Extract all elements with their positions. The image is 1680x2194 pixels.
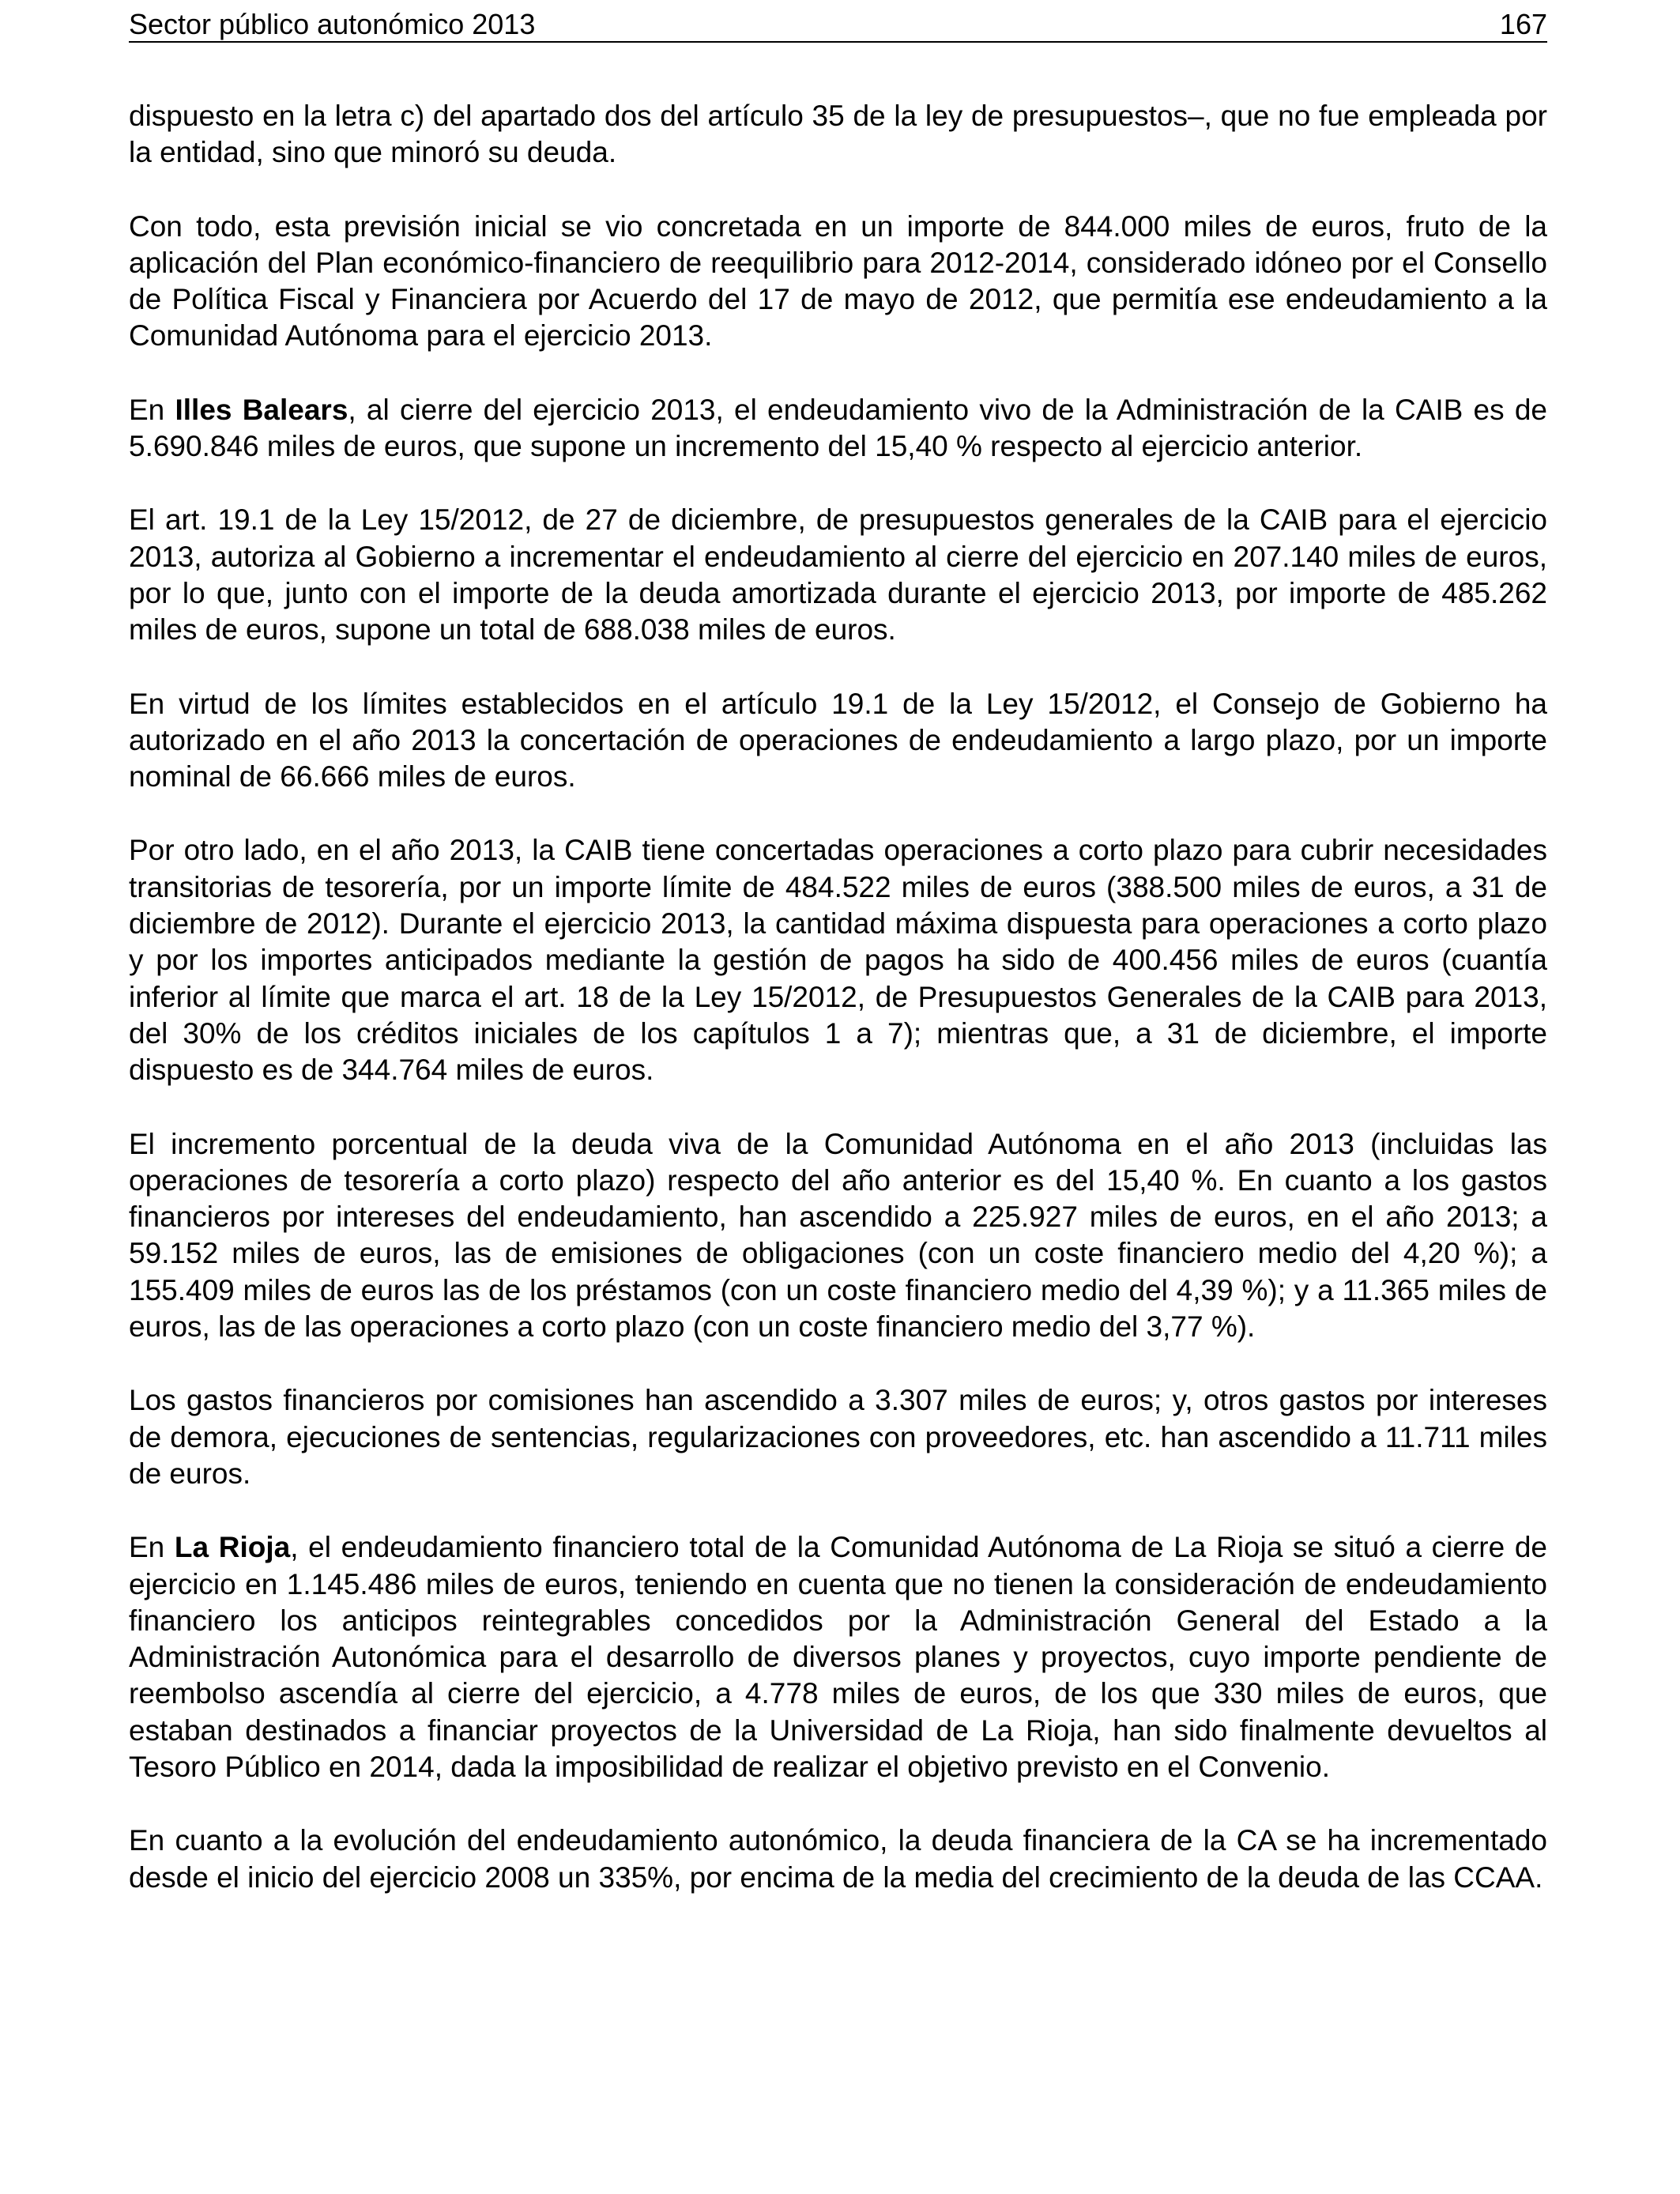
paragraph-prefix: En [129, 393, 175, 426]
region-name-bold: Illes Balears [175, 393, 348, 426]
page-header [129, 0, 1547, 43]
header-title: Sector público autonómico 2013 [129, 8, 536, 40]
document-body [129, 98, 1547, 1896]
paragraph: El art. 19.1 de la Ley 15/2012, de 27 de diciembre, de presupuestos generales de la CAIB para el ejercicio 2013, autoriza al Gobierno a incrementar el endeudamiento al cierre del ejercicio en 207.140 miles de euros, por lo que, junto con el importe de la deuda amortizada durante el ejercicio 2013, por importe de 485.262 miles de euros, supone un total de 688.038 miles de euros. [129, 503, 1547, 647]
paragraph: dispuesto en la letra c) del apartado dos del artículo 35 de la ley de presupuestos–, que no fue empleada por la entidad, sino que minoró su deuda. [129, 100, 1547, 169]
paragraph: Por otro lado, en el año 2013, la CAIB tiene concertadas operaciones a corto plazo para cubrir necesidades transitorias de tesorería, por un importe límite de 484.522 miles de euros (388.500 miles de euros, a 31 de diciembre de 2012). Durante el ejercicio 2013, la cantidad máxima dispuesta para operaciones a corto plazo y por los importes anticipados mediante la gestión de pagos ha sido de 400.456 miles de euros (cuantía inferior al límite que marca el art. 18 de la Ley 15/2012, de Presupuestos Generales de la CAIB para 2013, del 30% de los créditos iniciales de los capítulos 1 a 7); mientras que, a 31 de diciembre, el importe dispuesto es de 344.764 miles de euros. [129, 834, 1547, 1087]
paragraph-illes-balears [129, 392, 1547, 466]
document-page [129, 0, 1547, 1933]
paragraph-rest: , al cierre del ejercicio 2013, el endeudamiento vivo de la Administración de la CAIB es de 5.690.846 miles de euros, que supone un incremento del 15,40 % respecto al ejercicio anterior. [129, 393, 1548, 463]
paragraph: Con todo, esta previsión inicial se vio concretada en un importe de 844.000 miles de euros, fruto de la aplicación del Plan económico-financiero de reequilibrio para 2012-2014, considerado idóneo por el Consello de Política Fiscal y Financiera por Acuerdo del 17 de mayo de 2012, que permitía ese endeudamiento a la Comunidad Autónoma para el ejercicio 2013. [129, 209, 1547, 352]
page-number: 167 [1499, 8, 1547, 40]
paragraph-rest: , el endeudamiento financiero total de la Comunidad Autónoma de La Rioja se situó a cierre de ejercicio en 1.145.486 miles de euros, teniendo en cuenta que no tienen la consideración de endeudamiento financiero los anticipos reintegrables concedidos por la Administración General del Estado a la Administración Autonómica para el desarrollo de diversos planes y proyectos, cuyo importe pendiente de reembolso ascendía al cierre del ejercicio, a 4.778 miles de euros, de los que 330 miles de euros, que estaban destinados a financiar proyectos de la Universidad de La Rioja, han sido finalmente devueltos al Tesoro Público en 2014, dada la imposibilidad de realizar el objetivo previsto en el Convenio. [129, 1531, 1547, 1783]
region-name-bold: La Rioja [174, 1531, 291, 1564]
paragraph: El incremento porcentual de la deuda viva de la Comunidad Autónoma en el año 2013 (incluidas las operaciones de tesorería a corto plazo) respecto del año anterior es del 15,40 %. En cuanto a los gastos financieros por intereses del endeudamiento, han ascendido a 225.927 miles de euros, en el año 2013; a 59.152 miles de euros, las de emisiones de obligaciones (con un coste financiero medio del 4,20 %); a 155.409 miles de euros las de los préstamos (con un coste financiero medio del 4,39 %); y a 11.365 miles de euros, las de las operaciones a corto plazo (con un coste financiero medio del 3,77 %). [129, 1127, 1547, 1344]
paragraph: En cuanto a la evolución del endeudamiento autonómico, la deuda financiera de la CA se ha incrementado desde el inicio del ejercicio 2008 un 335%, por encima de la media del crecimiento de la deuda de las CCAA. [129, 1824, 1547, 1894]
paragraph-la-rioja [129, 1529, 1547, 1785]
paragraph: Los gastos financieros por comisiones han ascendido a 3.307 miles de euros; y, otros gastos por intereses de demora, ejecuciones de sentencias, regularizaciones con proveedores, etc. han ascendido a 11.711 miles de euros. [129, 1384, 1547, 1490]
paragraph-prefix: En [129, 1531, 175, 1564]
paragraph: En virtud de los límites establecidos en el artículo 19.1 de la Ley 15/2012, el Consejo de Gobierno ha autorizado en el año 2013 la concertación de operaciones de endeudamiento a largo plazo, por un importe nominal de 66.666 miles de euros. [129, 687, 1547, 794]
